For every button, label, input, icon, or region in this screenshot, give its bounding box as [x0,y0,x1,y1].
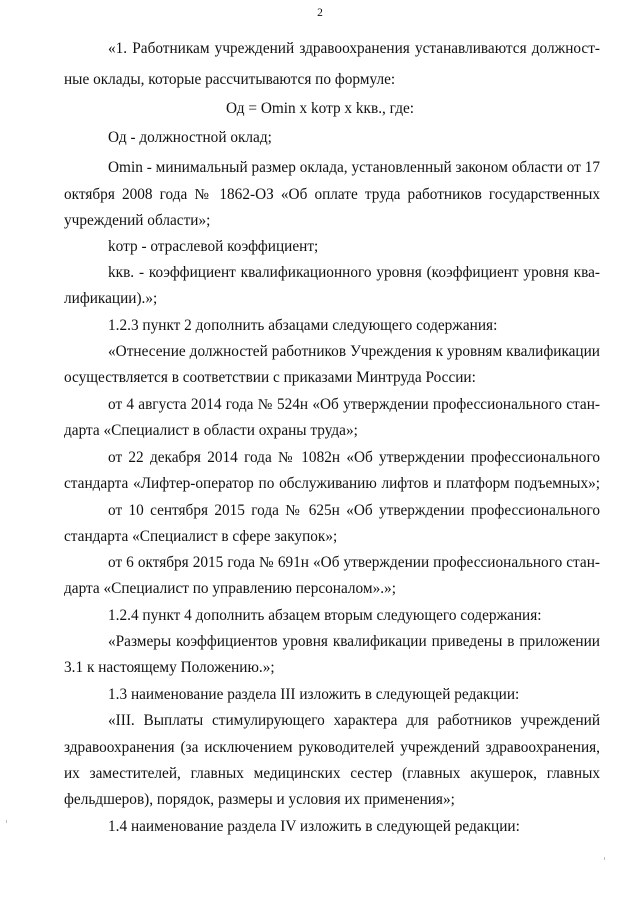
text-line: ные оклады, которые рассчитываются по формуле: [64,71,396,88]
text-line: 1.4 наименование раздела IV изложить в следующей редакции: [108,818,520,835]
text-line: kкв. - коэффициент квалификационного уровня (коэффициент уровня ква- [108,264,600,281]
page-number: 2 [317,7,323,19]
text-line: от 6 октября 2015 года № 691н «Об утверждении профессионального стан- [108,554,600,571]
text-line: дарта «Специалист в области охраны труда»; [64,422,358,439]
text-line: «III. Выплаты стимулирующего характера для работников учреждений [108,712,600,729]
formula: Од = Omin х kотр х kкв., где: [225,100,415,117]
text-line: стандарта «Специалист в сфере закупок»; [64,528,338,545]
text-line: 1.2.4 пункт 4 дополнить абзацем вторым следующего содержания: [108,607,542,624]
text-line: kотр - отраслевой коэффициент; [108,238,319,255]
text-line: от 10 сентября 2015 года № 625н «Об утверждении профессионального [108,502,600,519]
text-line: лификации).»; [64,290,158,307]
text-line: октября 2008 года № 1862-ОЗ «Об оплате труда работников государственных [64,186,600,203]
text-line: 1.3 наименование раздела III изложить в следующей редакции: [108,686,520,703]
text-line: стандарта «Лифтер-оператор по обслуживанию лифтов и платформ подъемных»; [64,475,600,492]
text-line: Omin - минимальный размер оклада, установленный законом области от 17 [108,159,600,176]
text-line: дарта «Специалист по управлению персоналом».»; [64,580,396,597]
text-line: их заместителей, главных медицинских сестер (главных акушерок, главных [64,765,600,782]
text-line: учреждений области»; [64,212,211,229]
text-line: от 4 августа 2014 года № 524н «Об утверждении профессионального стан- [108,396,600,413]
text-line: от 22 декабря 2014 года № 1082н «Об утверждении профессионального [108,449,600,466]
text-line: «1. Работникам учреждений здравоохранения устанавливаются должност- [108,40,600,57]
text-line: осуществляется в соответствии с приказами Минтруда России: [64,369,476,386]
text-line: Од - должностной оклад; [108,129,272,146]
scan-speck [604,857,605,860]
text-line: здравоохранения (за исключением руководителей учреждений здравоохранения, [64,739,600,756]
text-line: фельдшеров), порядок, размеры и условия их применения»; [64,791,455,808]
text-line: 3.1 к настоящему Положению.»; [64,659,275,676]
text-line: «Отнесение должностей работников Учреждения к уровням квалификации [108,343,600,360]
scan-speck [6,820,7,823]
text-line: 1.2.3 пункт 2 дополнить абзацами следующего содержания: [108,317,498,334]
text-line: «Размеры коэффициентов уровня квалификации приведены в приложении [108,633,600,650]
